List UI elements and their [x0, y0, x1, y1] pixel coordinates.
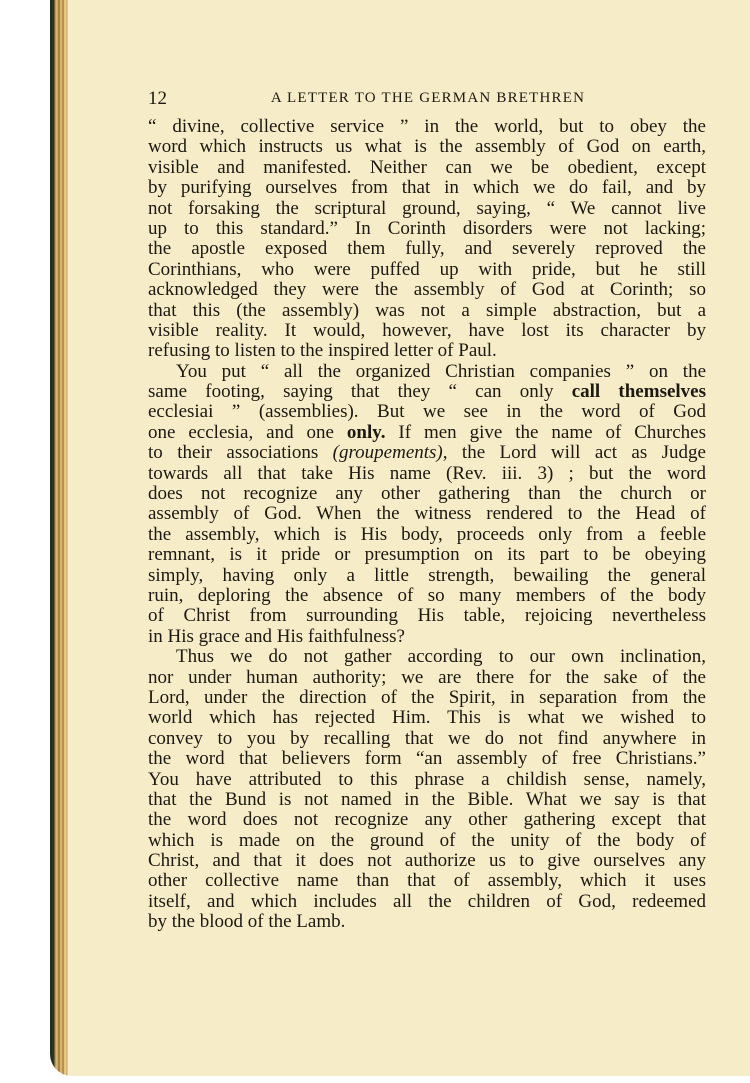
text-line: word which instructs us what is the assembly of God on earth,: [148, 136, 706, 158]
paragraph: [148, 117, 706, 362]
text-line: visible and manifested. Neither can we be obedient, except: [148, 156, 706, 178]
text-line: that this (the assembly) was not a simple abstraction, but a: [148, 299, 706, 321]
text-line: You have attributed to this phrase a childish sense, namely,: [148, 768, 706, 790]
text-segment: , the Lord will act as Judge: [442, 442, 706, 464]
text-line: assembly of God. When the witness rendered to the Head of: [148, 503, 706, 525]
text-line: “ divine, collective service ” in the world, but to obey the: [148, 116, 706, 137]
running-title: A LETTER TO THE GERMAN BRETHREN: [270, 90, 586, 106]
text-line: does not recognize any other gathering than the church or: [148, 483, 706, 505]
text-line: ruin, deploring the absence of so many members of the body: [148, 584, 706, 606]
text-line: up to this standard.” In Corinth disorders were not lacking;: [148, 217, 706, 239]
text-line: other collective name than that of assembly, which it uses: [148, 870, 706, 892]
running-header: [148, 88, 706, 112]
text-segment: If men give the name of Churches: [385, 421, 706, 443]
text-line: by purifying ourselves from that in which we do fail, and by: [148, 177, 706, 199]
text-line: not forsaking the scriptural ground, saying, “ We cannot live: [148, 197, 706, 219]
text-line: the apostle exposed them fully, and severely reproved the: [148, 238, 706, 260]
text-line: the word does not recognize any other gathering except that: [148, 809, 706, 831]
bold-text: only.: [346, 421, 386, 443]
text-line: of Christ from surrounding His table, rejoicing nevertheless: [148, 605, 706, 627]
text-line: Corinthians, who were puffed up with pride, but he still: [148, 258, 706, 280]
text-line: by the blood of the Lamb.: [148, 911, 346, 933]
text-line: convey to you by recalling that we do not find anywhere in: [148, 727, 706, 749]
text-line: nor under human authority; we are there for the sake of the: [148, 666, 706, 688]
page-number: 12: [148, 88, 167, 109]
text-line: the assembly, which is His body, proceeds only from a feeble: [148, 523, 706, 545]
text-line: visible reality. It would, however, have lost its character by: [148, 319, 706, 341]
text-line: acknowledged they were the assembly of God at Corinth; so: [148, 279, 706, 301]
text-line: Christ, and that it does not authorize us to give ourselves any: [148, 850, 706, 872]
text-line: in His grace and His faithfulness?: [148, 625, 405, 647]
italic-text: (groupements): [332, 442, 443, 464]
text-line: remnant, is it pride or presumption on its part to be obeying: [148, 544, 706, 566]
text-line: [148, 443, 706, 463]
text-line: Thus we do not gather according to our own inclination,: [176, 646, 706, 668]
text-line: which is made on the ground of the unity of the body of: [148, 829, 706, 851]
text-line: [148, 423, 706, 443]
gilt-page-edge: [50, 0, 68, 1076]
bold-text: call themselves: [571, 381, 707, 403]
text-line: simply, having only a little strength, bewailing the general: [148, 564, 706, 586]
text-segment: one ecclesia, and one: [148, 421, 347, 443]
text-line: world which has rejected Him. This is what we wished to: [148, 707, 706, 729]
text-line: the word that believers form “an assembly of free Christians.”: [148, 748, 706, 770]
body-text: [148, 117, 706, 933]
text-line: ecclesiai ” (assemblies). But we see in the word of God: [148, 401, 706, 423]
text-line: You put “ all the organized Christian companies ” on the: [176, 360, 706, 382]
text-line: itself, and which includes all the children of God, redeemed: [148, 890, 706, 912]
text-line: Lord, under the direction of the Spirit, in separation from the: [148, 686, 706, 708]
text-line: towards all that take His name (Rev. iii. 3) ; but the word: [148, 462, 706, 484]
text-segment: same footing, saying that they “ can only: [148, 381, 572, 403]
text-line: [148, 382, 706, 402]
paragraph: [148, 647, 706, 932]
paragraph: [148, 362, 706, 647]
text-segment: to their associations: [148, 442, 333, 464]
text-line: that the Bund is not named in the Bible. What we say is that: [148, 788, 706, 810]
text-line: refusing to listen to the inspired letter of Paul.: [148, 340, 497, 362]
book-page: [50, 0, 750, 1076]
